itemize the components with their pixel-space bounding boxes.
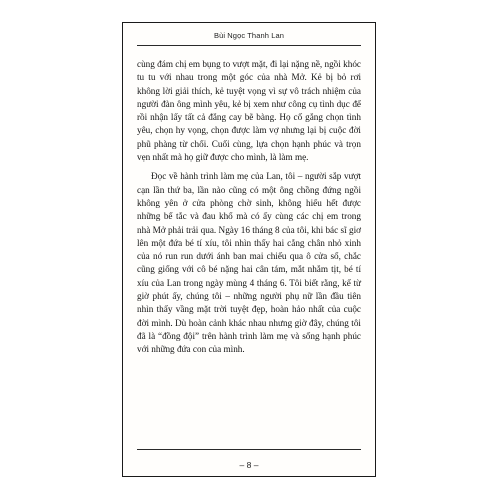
page-number: – 8 – xyxy=(239,460,259,470)
paragraph-continued: cùng đám chị em bụng to vượt mặt, đi lại nặng nề, ngồi khóc tu tu với nhau trong một góc của nhà Mở. Kẻ bị bỏ rơi không lời giải thích, kẻ tuyệt vọng vì sự vô trách nhiệm của người đàn ông mình yêu, kẻ bị xem như công cụ tình dục để rồi nhận lấy tất cả đắng cay bẽ bàng. Họ cố gắng chọn tình yêu, chọn hy vọng, chọn được làm vợ nhưng lại bị cuộc đời phũ phàng từ chối. Cuối cùng, lựa chọn hạnh phúc và trọn vẹn nhất mà họ giữ được cho mình, là làm mẹ. xyxy=(137,59,361,163)
book-page xyxy=(122,22,376,477)
header-rule xyxy=(137,45,361,46)
running-head-author: Bùi Ngọc Thanh Lan xyxy=(213,31,285,40)
body-text xyxy=(137,58,361,357)
paragraph-second: Đọc về hành trình làm mẹ của Lan, tôi – người sắp vượt cạn lần thứ ba, lần nào cũng có một ông chồng đứng ngồi không yên ở cửa phòng chờ sinh, không hiểu hết được những bế tắc và đau khổ mà có ấy cùng các chị em trong nhà Mở phải trải qua. Ngày 16 tháng 8 của tôi, khi bác sĩ giơ lên một đứa bé tí xíu, tôi nhìn thấy hai cẳng chân nhỏ xinh của nó run run dưới ánh ban mai chiếu qua ô cửa sổ, chắc cũng giống với cô bé nặng hai cân tám, mắt nhắm tịt, bé tí xíu của Lan trong ngày mùng 4 tháng 6. Tôi biết rằng, kể từ giờ phút ấy, chúng tôi – những người phụ nữ lần đầu tiên nhìn thấy vầng mặt trời tuyệt đẹp, hoàn hảo nhất của cuộc đời mình. Dù hoàn cảnh khác nhau nhưng giờ đây, chúng tôi đã là “đồng đội” trên hành trình làm mẹ và sống hạnh phúc với những đứa con của mình. xyxy=(137,171,361,355)
footer-rule xyxy=(137,449,361,450)
